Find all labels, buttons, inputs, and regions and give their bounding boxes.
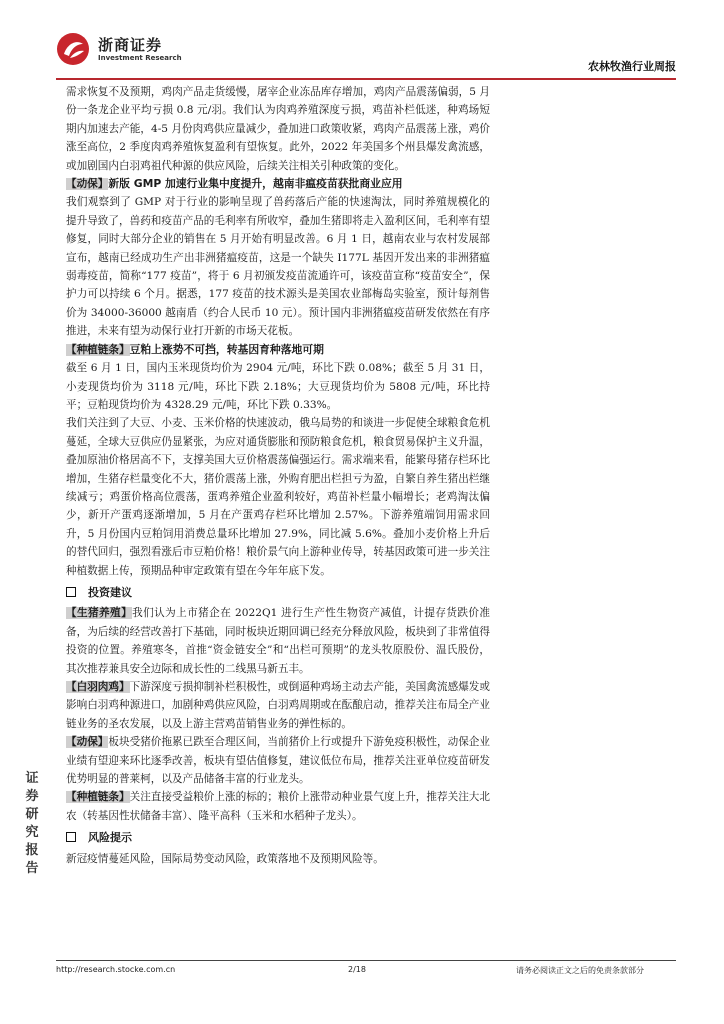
tag-vet: 【动保】 bbox=[66, 178, 109, 191]
invest-chicken-text: 下游深度亏损抑制补栏积极性，或倒逼种鸡场主动去产能，美国禽流感爆发或影响白羽鸡种源进口，加剧种鸡供应风险，白羽鸡周期或在酝酿启动，推荐关注布局全产业链业务的圣农发展，以及上游主营鸡苗销售业务的弹性标的。 bbox=[66, 681, 491, 730]
section-risk-heading bbox=[66, 829, 490, 847]
paragraph-plant-prices: 截至 6 月 1 日，国内玉米现货均价为 2904 元/吨，环比下跌 0.08%；截至 5 月 31 日，小麦现货均价为 3118 元/吨，环比下跌 2.18%；大豆现货均价为 5808 元/吨，环比持平；豆粕现货均价为 4328.29 元/吨，环比下跌 0.33%。 bbox=[66, 362, 490, 411]
section-invest-heading bbox=[66, 584, 490, 602]
paragraph-poultry: 需求恢复不及预期，鸡肉产品走货缓慢，屠宰企业冻品库存增加，鸡肉产品震荡偏弱，5 月份一条龙企业平均亏损 0.8 元/羽。我们认为肉鸡养殖深度亏损，鸡苗补栏低迷，种鸡场短期内加速去产能，4-5 月份肉鸡供应量减少，叠加进口政策收紧，鸡肉产品震荡上涨，鸡价涨至高位，2 季度肉鸡养殖恢复盈利有望恢复。此外，2022 年美国多个州县爆发禽流感，或加剧国内白羽鸡祖代种源的供应风险，后续关注相关引种政策的变化。 bbox=[66, 86, 490, 172]
report-type: 农林牧渔行业周报 bbox=[588, 60, 676, 73]
footer-divider bbox=[56, 960, 676, 961]
invest-vet bbox=[66, 733, 490, 788]
header-divider bbox=[56, 78, 676, 80]
footer-disclaimer: 请务必阅读正文之后的免责条款部分 bbox=[516, 966, 644, 975]
subsection-vet-heading bbox=[66, 175, 490, 193]
footer-url[interactable]: http://research.stocke.com.cn bbox=[56, 965, 176, 974]
tag-hog: 【生猪养殖】 bbox=[66, 607, 133, 620]
invest-chicken bbox=[66, 678, 490, 733]
tag-plant: 【种植链条】 bbox=[66, 343, 130, 356]
invest-vet-text: 板块受猪价拖累已跌至合理区间，当前猪价上行或提升下游免疫积极性，动保企业业绩有望迎来环比逐季改善，板块有望估值修复，建议低位布局，推荐关注亚单位疫苗研发优势明显的普莱柯，以及产品储备丰富的行业龙头。 bbox=[66, 736, 491, 786]
checkbox-square-icon bbox=[66, 832, 76, 842]
report-body bbox=[66, 83, 490, 868]
subsection-plant-heading bbox=[66, 341, 490, 359]
tag-invest-vet: 【动保】 bbox=[66, 736, 109, 749]
side-label: 证券研究报告 bbox=[25, 771, 39, 876]
tag-chicken: 【白羽肉鸡】 bbox=[66, 681, 130, 693]
logo-text-en: Investment Research bbox=[98, 54, 182, 62]
invest-hog bbox=[66, 604, 490, 678]
section-risk-title: 风险提示 bbox=[88, 831, 132, 845]
paragraph-plant-analysis: 我们关注到了大豆、小麦、玉米价格的快速波动，俄乌局势的和谈进一步促使全球粮食危机蔓延，全球大豆供应仍显紧张，为应对通货膨胀和预防粮食危机，粮食贸易保护主义升温，叠加原油价格居高不下，支撑美国大豆价格震荡偏强运行。需求端来看，能繁母猪存栏环比增加，生猪存栏量变化不大，猪价震荡上涨，外购育肥出栏担亏为盈，自繁自养生猪出栏继续减亏；鸡蛋价格高位震荡，蛋鸡养殖企业盈利较好，鸡苗补栏量小幅增长；老鸡淘汰偏少，新开产蛋鸡逐渐增加，5 月在产蛋鸡存栏环比增加 2.57%。下游养殖端饲用需求回升，5 月份国内豆粕饲用消费总量环比增加 27.9%，同比减 5.6%。叠加小麦价格上升后的替代回归，强烈看涨后市豆粕价格！粮价景气向上游种业传导，转基因政策可进一步关注种植数据上传，预期品种审定政策有望在今年年底下发。 bbox=[66, 417, 490, 577]
page-number: 2/18 bbox=[348, 965, 366, 974]
invest-plant bbox=[66, 788, 490, 825]
paragraph-risk: 新冠疫情蔓延风险，国际局势变动风险，政策落地不及预期风险等。 bbox=[66, 852, 384, 865]
subsection-vet-title: 新版 GMP 加速行业集中度提升，越南非瘟疫苗获批商业应用 bbox=[108, 177, 403, 191]
page-header bbox=[56, 28, 676, 76]
company-logo-icon bbox=[56, 32, 90, 66]
checkbox-square-icon bbox=[66, 587, 76, 597]
invest-hog-text: 我们认为上市猪企在 2022Q1 进行生产性生物资产减值，计提存货跌价准备，为后续的经营改善打下基础，同时板块近期回调已经充分释放风险，板块到了非常值得投资的位置。养殖寒冬，首推“资金链安全”和“出栏可预期”的龙头牧原股份、温氏股份，其次推荐兼具安全边际和成长性的二线黑马新五丰。 bbox=[66, 607, 491, 675]
section-invest-title: 投资建议 bbox=[88, 585, 132, 599]
subsection-plant-title: 豆粕上涨势不可挡，转基因育种落地可期 bbox=[129, 342, 324, 356]
tag-invest-plant: 【种植链条】 bbox=[66, 791, 130, 804]
logo-text-cn: 浙商证券 bbox=[98, 36, 163, 54]
invest-plant-text: 关注直接受益粮价上涨的标的；粮价上涨带动种业景气度上升，推荐关注大北农（转基因性状储备丰富）、隆平高科（玉米和水稻种子龙头）。 bbox=[66, 791, 491, 822]
paragraph-vet: 我们观察到了 GMP 对于行业的影响呈现了兽药落后产能的快速淘汰，同时养殖规模化的提升导致了，兽药和疫苗产品的毛利率有所收窄，叠加生猪即将走入盈利区间，毛利率有望修复，同时大部分企业的销售在 5 月开始有明显改善。6 月 1 日，越南农业与农村发展部宣布，越南已经成功生产出非洲猪瘟疫苗，这是一个缺失 I177L 基因开发出来的非洲猪瘟弱毒疫苗，简称“177 疫苗”，将于 6 月初颁发疫苗流通许可，该疫苗宣称“疫苗安全”，保护力可以持续 6 个月。据悉，177 疫苗的技术源头是美国农业部梅岛实验室，预计每剂售价为 34000-36000 越南盾（约合人民币 10 元）。预计国内非洲猪瘟疫苗研发依然在有序推进，未来有望为动保行业打开新的市场天花板。 bbox=[66, 196, 490, 338]
